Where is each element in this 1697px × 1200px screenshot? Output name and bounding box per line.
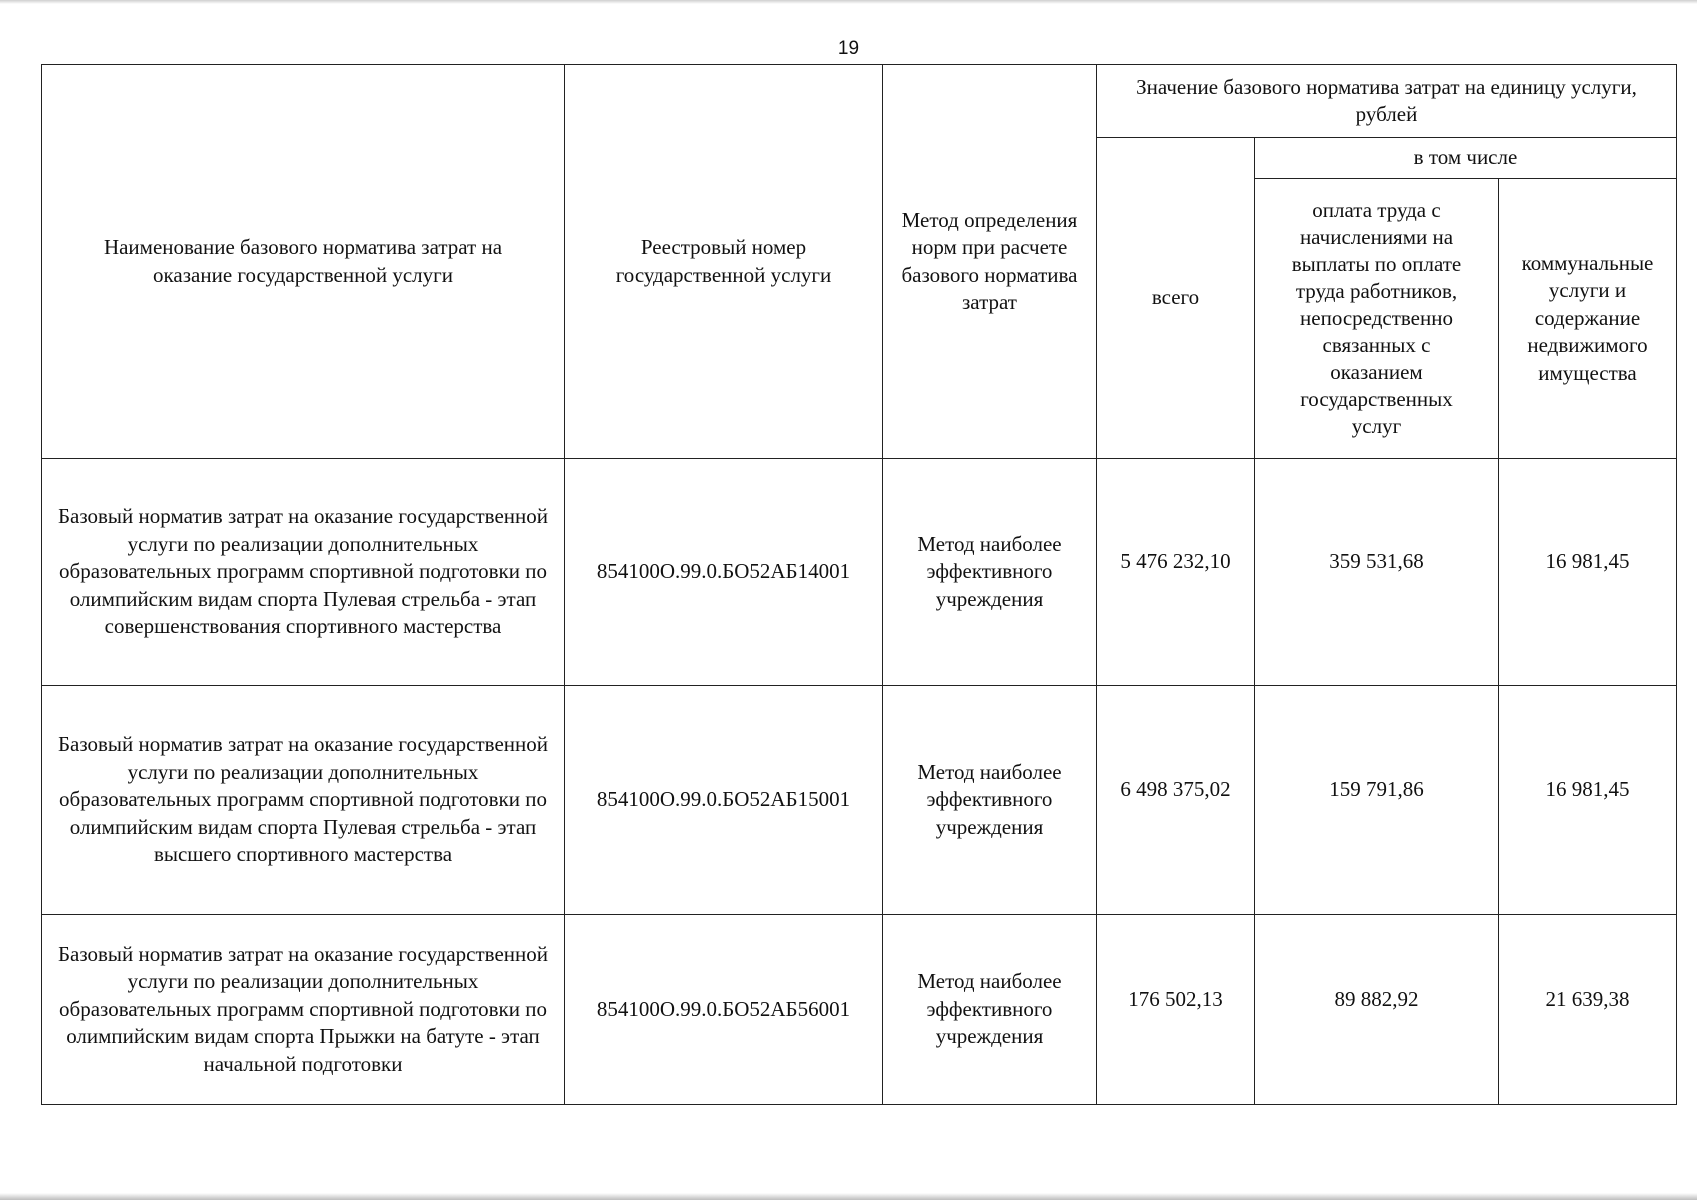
- norm-table: [41, 64, 1677, 1105]
- row-name: Базовый норматив затрат на оказание государственной услуги по реализации дополнительных образовательных программ спортивной подготовки по олимпийским видам спорта Пулевая стрельба - этап совершенствования спортивного мастерства: [42, 459, 565, 686]
- row-name: Базовый норматив затрат на оказание государственной услуги по реализации дополнительных образовательных программ спортивной подготовки по олимпийским видам спорта Прыжки на батуте - этап начальной подготовки: [42, 915, 565, 1105]
- row-utilities-value: 16 981,45: [1545, 777, 1630, 802]
- row-labor: [1255, 915, 1499, 1105]
- header-labor: оплата труда с начислениями на выплаты по оплате труда работников, непосредственно связанных с оказанием государственных услуг: [1255, 179, 1499, 459]
- row-method: Метод наиболее эффективного учреждения: [883, 459, 1097, 686]
- table-row: [42, 686, 1677, 915]
- scan-edge-top: [0, 0, 1697, 4]
- row-total-value: 6 498 375,02: [1120, 777, 1231, 802]
- row-total-value: 5 476 232,10: [1120, 549, 1231, 574]
- row-labor-value: 159 791,86: [1329, 777, 1424, 802]
- header-including: в том числе: [1255, 138, 1677, 179]
- row-total-value: 176 502,13: [1128, 986, 1223, 1011]
- row-labor-value: 89 882,92: [1334, 986, 1419, 1011]
- row-method: Метод наиболее эффективного учреждения: [883, 686, 1097, 915]
- row-labor: [1255, 686, 1499, 915]
- row-labor: [1255, 459, 1499, 686]
- row-total: [1097, 686, 1255, 915]
- header-name: Наименование базового норматива затрат на оказание государственной услуги: [42, 65, 565, 459]
- row-method: Метод наиболее эффективного учреждения: [883, 915, 1097, 1105]
- header-utilities: коммунальные услуги и содержание недвижимого имущества: [1499, 179, 1677, 459]
- row-utilities-value: 21 639,38: [1545, 986, 1630, 1011]
- header-registry: Реестровый номер государственной услуги: [565, 65, 883, 459]
- header-total: всего: [1097, 138, 1255, 459]
- row-registry: 854100О.99.0.БО52АБ56001: [565, 915, 883, 1105]
- header-value-group: Значение базового норматива затрат на единицу услуги, рублей: [1097, 65, 1677, 138]
- row-total: [1097, 915, 1255, 1105]
- row-utilities: [1499, 459, 1677, 686]
- row-utilities: [1499, 915, 1677, 1105]
- row-registry: 854100О.99.0.БО52АБ14001: [565, 459, 883, 686]
- row-utilities: [1499, 686, 1677, 915]
- row-registry: 854100О.99.0.БО52АБ15001: [565, 686, 883, 915]
- table-row: [42, 459, 1677, 686]
- row-utilities-value: 16 981,45: [1545, 549, 1630, 574]
- header-row-1: [42, 65, 1677, 138]
- row-labor-value: 359 531,68: [1329, 549, 1424, 574]
- page-number: 19: [837, 38, 860, 59]
- header-method: Метод определения норм при расчете базового норматива затрат: [883, 65, 1097, 459]
- table-row: [42, 915, 1677, 1105]
- row-total: [1097, 459, 1255, 686]
- scan-edge-bottom: [0, 1193, 1697, 1200]
- row-name: Базовый норматив затрат на оказание государственной услуги по реализации дополнительных образовательных программ спортивной подготовки по олимпийским видам спорта Пулевая стрельба - этап высшего спортивного мастерства: [42, 686, 565, 915]
